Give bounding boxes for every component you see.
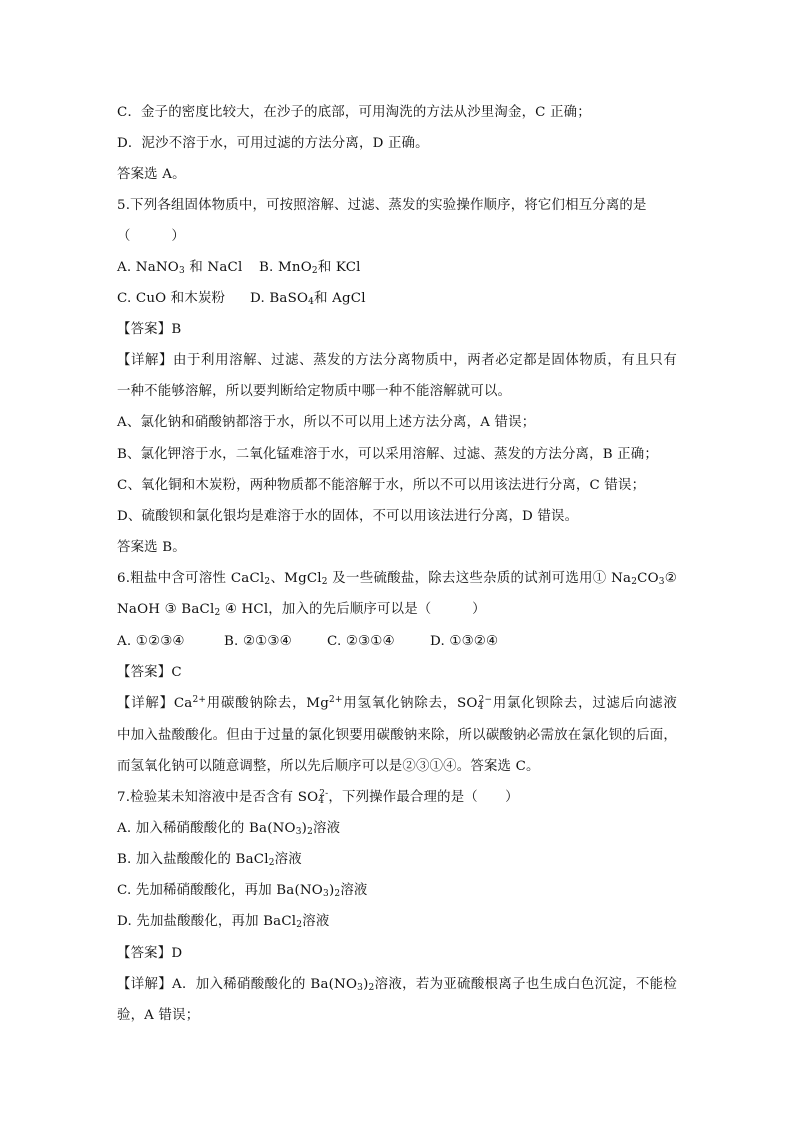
q7-option-d: D. 先加盐酸酸化，再加 BaCl$_2$溶液 <box>117 914 330 930</box>
q5-detail-b: B、氯化钾溶于水，二氧化锰难溶于水，可以采用溶解、过滤、蒸发的方法分离，B 正确； <box>117 447 658 462</box>
q7-option-c: C. 先加稀硝酸酸化，再加 $Ba(NO_3)_2$溶液 <box>117 883 368 899</box>
q7-detail-line-1: 【详解】A．加入稀硝酸酸化的 $Ba(NO_3)_2$溶液，若为亚硫酸根离子也生成白色沉淀，不能检 <box>117 977 677 993</box>
q6-detail-line-3: 而氢氧化钠可以随意调整，所以先后顺序可以是②③①④。答案选 C。 <box>117 759 540 774</box>
q5-option-b: B. MnO$_2$和 KCl <box>259 260 361 276</box>
q6-option-a: A. ①②③④ <box>117 634 185 649</box>
q5-options-row-2 <box>117 290 366 308</box>
q6-detail-line-1: 【详解】$Ca^{2+}$用碳酸钠除去，$Mg^{2+}$用氢氧化钠除去，$SO_4^{2-}$用氯化钡除去，过滤后向滤液 <box>117 695 677 712</box>
q5-conclusion: 答案选 B。 <box>117 540 186 555</box>
q5-detail-a: A、氯化钠和硝酸钠都溶于水，所以不可以用上述方法分离，A 错误； <box>117 415 536 430</box>
q7-answer: 【答案】D <box>117 946 183 961</box>
q6-option-c: C. ②③①④ <box>327 634 395 649</box>
q7-option-b: B. 加入盐酸酸化的 BaCl$_2$溶液 <box>117 852 302 868</box>
q6-detail-line-2: 中加入盐酸酸化。但由于过量的氯化钡要用碳酸钠来除，所以碳酸钠必需放在氯化钡的后面， <box>117 728 677 743</box>
q4-option-c-explanation: C．金子的密度比较大，在沙子的底部，可用淘洗的方法从沙里淘金，C 正确； <box>117 105 591 120</box>
q4-conclusion: 答案选 A。 <box>117 167 186 182</box>
q5-stem: 5.下列各组固体物质中，可按照溶解、过滤、蒸发的实验操作顺序，将它们相互分离的是 <box>117 198 647 213</box>
q5-detail-line-1: 【详解】由于利用溶解、过滤、蒸发的方法分离物质中，两者必定都是固体物质，有且只有 <box>117 353 677 368</box>
q7-detail-line-2: 验，A 错误； <box>117 1008 200 1023</box>
q5-option-d: D. BaSO$_4$和 AgCl <box>250 291 366 307</box>
q6-option-d: D. ①③②④ <box>430 634 499 649</box>
q6-option-b: B. ②①③④ <box>224 634 292 649</box>
q5-detail-d: D、硫酸钡和氯化银均是难溶于水的固体，不可以用该法进行分离，D 错误。 <box>117 509 579 524</box>
q5-options-row-1 <box>117 259 361 277</box>
q7-stem: 7.检验某未知溶液中是否含有 $SO_4^{2-}$，下列操作最合理的是（ ） <box>117 789 519 806</box>
q5-option-c: C. CuO 和木炭粉 <box>117 291 226 306</box>
q5-answer: 【答案】B <box>117 322 182 337</box>
q5-detail-line-2: 一种不能够溶解，所以要判断给定物质中哪一种不能溶解就可以。 <box>117 384 512 399</box>
q5-detail-c: C、氧化铜和木炭粉，两种物质都不能溶解于水，所以不可以用该法进行分离，C 错误； <box>117 478 646 493</box>
q6-stem-line-2: NaOH ③ BaCl$_2$ ④ HCl，加入的先后顺序可以是（ ） <box>117 602 486 618</box>
q7-option-a: A. 加入稀硝酸酸化的 $Ba(NO_3)_2$溶液 <box>117 821 341 837</box>
q5-option-a: A. NaNO$_3$ 和 NaCl <box>117 260 243 276</box>
q4-option-d-explanation: D．泥沙不溶于水，可用过滤的方法分离，D 正确。 <box>117 136 429 151</box>
q6-options-row <box>117 633 499 651</box>
q6-answer: 【答案】C <box>117 665 182 680</box>
q5-blank: （ ） <box>117 229 185 244</box>
q6-stem-line-1: 6.粗盐中含可溶性 CaCl$_2$、MgCl$_2$ 及一些硫酸盐，除去这些杂质的试剂可选用① $Na_2CO_3②$ <box>117 571 678 587</box>
